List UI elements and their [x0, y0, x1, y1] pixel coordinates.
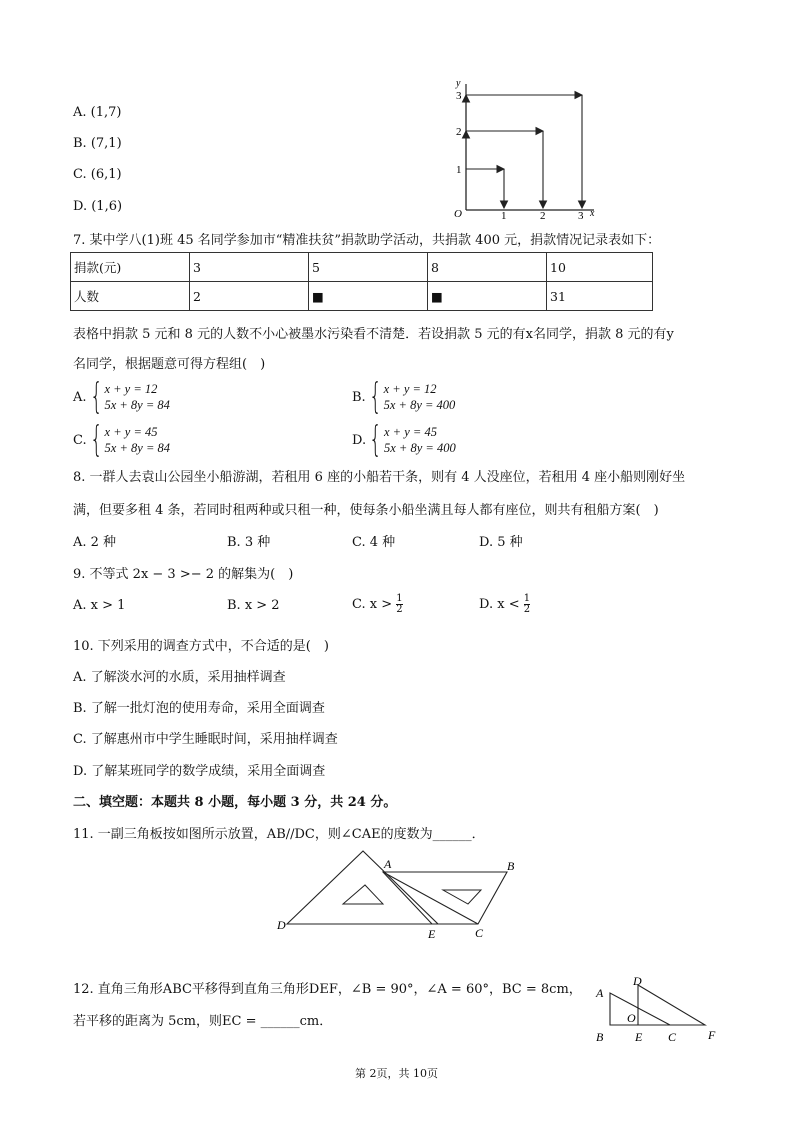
q8-stem-line-2: 满，但要多租 4 条，若同时租两种或只租一种，使每条小船坐满且每人都有座位，则共有租船方案( )	[73, 503, 659, 518]
table-cell: ■	[309, 282, 428, 311]
point-label: D	[633, 975, 642, 988]
q11-triangle-figure	[275, 848, 520, 940]
q7-option-b	[352, 376, 456, 417]
q12-translation-figure	[590, 975, 720, 1047]
q10-option-a: A. 了解淡水河的水质，采用抽样调查	[73, 670, 286, 685]
q10-option-b: B. 了解一批灯泡的使用寿命，采用全面调查	[73, 701, 325, 716]
equation: x + y = 12	[104, 382, 158, 396]
q8-option-b: B. 3 种	[227, 535, 271, 550]
graph-y-tick: 2	[456, 126, 462, 138]
fraction: $\frac{1}{2}$	[523, 593, 531, 615]
option-label: A.	[73, 389, 87, 405]
table-cell: 人数	[71, 282, 190, 311]
equation: x + y = 12	[383, 382, 437, 396]
q6-option-c: C. (6,1)	[73, 167, 122, 182]
q10-option-d: D. 了解某班同学的数学成绩，采用全面调查	[73, 764, 326, 779]
table-cell: 捐款(元)	[71, 253, 190, 282]
point-label: E	[428, 927, 436, 940]
donation-table	[70, 252, 653, 311]
q7-option-c	[73, 419, 170, 460]
q9-stem: 9. 不等式 2x − 3 >− 2 的解集为( )	[73, 567, 294, 582]
q10-stem: 10. 下列采用的调查方式中，不合适的是( )	[73, 639, 329, 654]
brace-icon: {	[89, 419, 103, 460]
point-label: F	[708, 1028, 716, 1042]
q9-option-b: B. x > 2	[227, 598, 280, 613]
equation: 5x + 8y = 400	[384, 441, 456, 455]
q7-option-d	[352, 419, 456, 460]
point-label: O	[627, 1011, 636, 1025]
q6-coordinate-graph	[448, 78, 608, 223]
table-cell: 31	[547, 282, 653, 311]
table-cell: 3	[190, 253, 309, 282]
q6-option-a: A. (1,7)	[73, 105, 122, 120]
q6-option-b: B. (7,1)	[73, 136, 122, 151]
option-label: C.	[73, 432, 87, 448]
table-row	[71, 253, 653, 282]
page-number: 第 2页，共 10页	[355, 1067, 438, 1080]
graph-y-tick: 3	[456, 90, 462, 102]
table-cell: 10	[547, 253, 653, 282]
option-text: D. x <	[479, 597, 520, 612]
q8-option-c: C. 4 种	[352, 535, 396, 550]
point-label: C	[668, 1030, 677, 1044]
brace-icon: {	[369, 419, 382, 460]
equation: 5x + 8y = 84	[104, 441, 170, 455]
fraction: $\frac{1}{2}$	[396, 593, 403, 615]
table-cell: 2	[190, 282, 309, 311]
q7-description-line-2: 名同学，根据题意可得方程组( )	[73, 357, 266, 372]
equation: x + y = 45	[104, 425, 158, 439]
q9-option-c	[352, 594, 403, 615]
q10-option-c: C. 了解惠州市中学生睡眠时间，采用抽样调查	[73, 732, 338, 747]
q8-option-d: D. 5 种	[479, 535, 523, 550]
point-label: A	[596, 986, 604, 1000]
graph-x-label: x	[590, 208, 595, 219]
equation: x + y = 45	[384, 425, 437, 439]
point-label: B	[596, 1030, 604, 1044]
point-label: B	[507, 859, 515, 873]
option-text: C. x >	[352, 597, 393, 612]
point-label: A	[384, 857, 392, 871]
graph-y-tick: 1	[456, 164, 462, 176]
q9-option-a: A. x > 1	[73, 598, 126, 613]
option-label: B.	[352, 389, 366, 405]
graph-y-label: y	[456, 78, 461, 89]
q8-stem-line-1: 8. 一群人去袁山公园坐小船游湖，若租用 6 座的小船若干条，则有 4 人没座位，若租用 4 座小船则刚好坐	[73, 470, 686, 485]
option-label: D.	[352, 432, 367, 448]
table-cell: 5	[309, 253, 428, 282]
q11-stem: 11. 一副三角板按如图所示放置，AB//DC，则∠CAE的度数为______．	[73, 827, 485, 842]
q8-option-a: A. 2 种	[73, 535, 117, 550]
point-label: D	[277, 918, 286, 932]
table-cell: 8	[428, 253, 547, 282]
q6-option-d: D. (1,6)	[73, 199, 123, 214]
graph-x-tick: 1	[501, 210, 507, 222]
q7-option-a	[73, 376, 170, 417]
graph-origin-label: O	[454, 208, 462, 220]
table-row	[71, 282, 653, 311]
q7-description-line-1: 表格中捐款 5 元和 8 元的人数不小心被墨水污染看不清楚．若设捐款 5 元的有x名同学，捐款 8 元的有y	[73, 327, 674, 342]
q7-stem: 7. 某中学八(1)班 45 名同学参加市“精准扶贫”捐款助学活动，共捐款 400 元，捐款情况记录表如下：	[73, 233, 661, 248]
equation: 5x + 8y = 84	[104, 398, 170, 412]
q12-stem-line-2: 若平移的距离为 5cm，则EC = ______cm．	[73, 1014, 333, 1029]
brace-icon: {	[89, 376, 103, 417]
table-cell: ■	[428, 282, 547, 311]
equation: 5x + 8y = 400	[383, 398, 456, 412]
point-label: C	[475, 926, 484, 940]
point-label: E	[635, 1030, 643, 1044]
q9-option-d	[479, 594, 530, 615]
section-heading: 二、填空题：本题共 8 小题，每小题 3 分，共 24 分。	[73, 795, 397, 810]
graph-x-tick: 3	[578, 210, 584, 222]
brace-icon: {	[368, 376, 382, 417]
q12-stem-line-1: 12. 直角三角形ABC平移得到直角三角形DEF，∠B = 90°，∠A = 60°，BC = 8cm，	[73, 982, 582, 997]
graph-x-tick: 2	[540, 210, 546, 222]
